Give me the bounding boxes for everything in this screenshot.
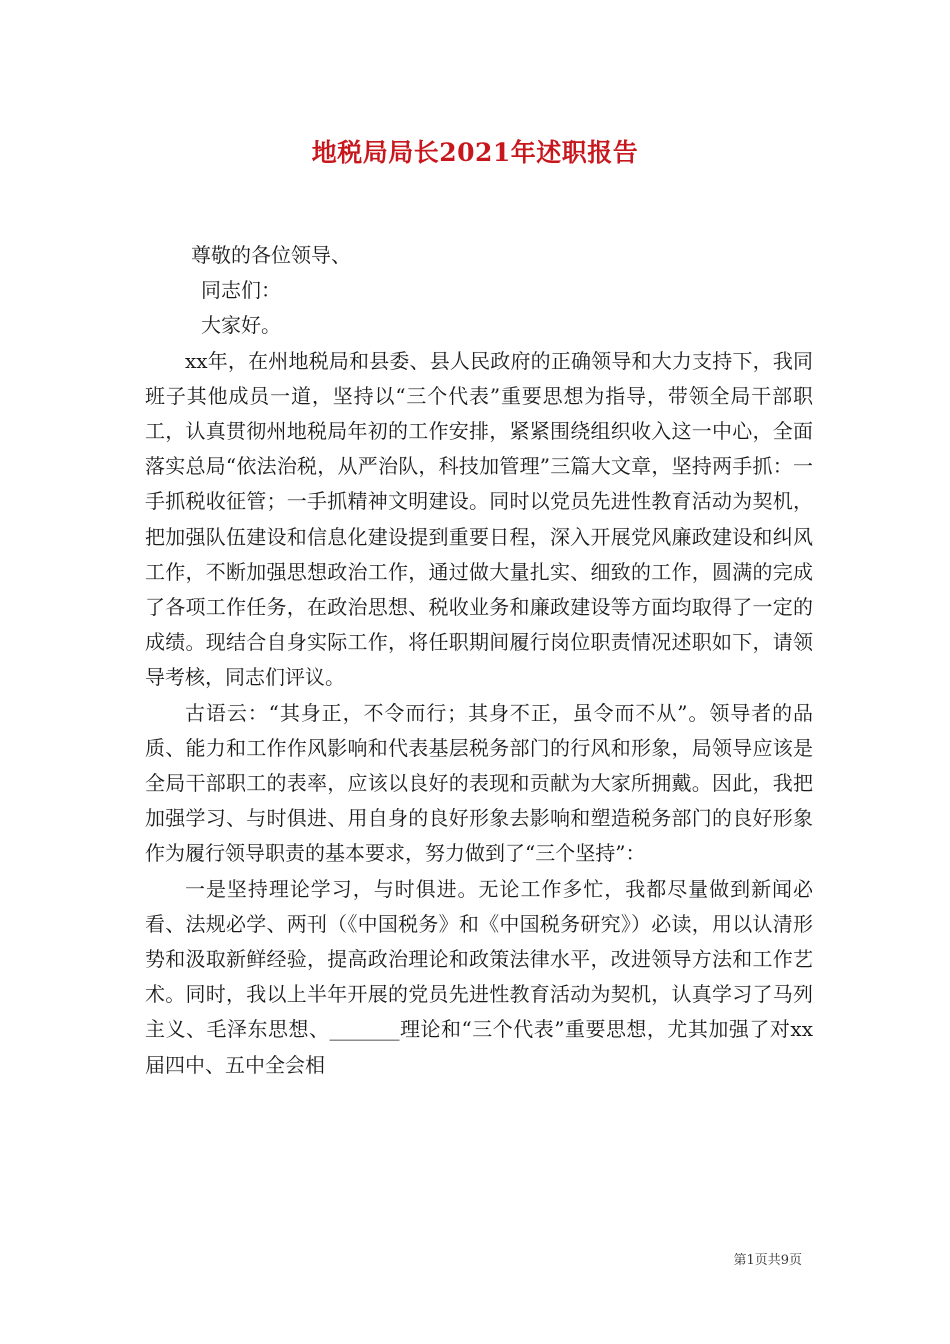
salutation-line-1: 尊敬的各位领导、: [191, 243, 351, 267]
paragraph-3: 一是坚持理论学习，与时俱进。无论工作多忙，我都尽量做到新闻必看、法规必学、两刊（《中国税务》和《中国税务研究》）必读，用以认清形势和汲取新鲜经验，提高政治理论和政策法律水平，改进领导方法和工作艺术。同时，我以上半年开展的党员先进性教育活动为契机，认真学习了马列主义、毛泽东思想、_______理论和“三个代表”重要思想，尤其加强了对xx届四中、五中全会相: [145, 876, 813, 1077]
document-title: 地税局局长2021年述职报告: [311, 138, 639, 167]
page-number: 第1页共9页: [733, 1253, 802, 1268]
document-body: [145, 238, 813, 1083]
salutation-line-3: 大家好。: [201, 313, 281, 338]
salutation-line-2: 同志们：: [201, 278, 281, 303]
paragraph-2: 古语云：“其身正，不令而行；其身不正，虽令而不从”。领导者的品质、能力和工作作风影响和代表基层税务部门的行风和形象，局领导应该是全局干部职工的表率，应该以良好的表现和贡献为大家所拥戴。因此，我把加强学习、与时俱进、用自身的良好形象去影响和塑造税务部门的良好形象作为履行领导职责的基本要求，努力做到了“三个坚持”：: [145, 700, 813, 866]
paragraph-1: xx年，在州地税局和县委、县人民政府的正确领导和大力支持下，我同班子其他成员一道，坚持以“三个代表”重要思想为指导，带领全局干部职工，认真贯彻州地税局年初的工作安排，紧紧围绕组织收入这一中心，全面落实总局“依法治税，从严治队，科技加管理”三篇大文章，坚持两手抓：一手抓税收征管；一手抓精神文明建设。同时以党员先进性教育活动为契机，把加强队伍建设和信息化建设提到重要日程，深入开展党风廉政建设和纠风工作，不断加强思想政治工作，通过做大量扎实、细致的工作，圆满的完成了各项工作任务，在政治思想、税收业务和廉政建设等方面均取得了一定的成绩。现结合自身实际工作，将任职期间履行岗位职责情况述职如下，请领导考核，同志们评议。: [145, 348, 813, 690]
